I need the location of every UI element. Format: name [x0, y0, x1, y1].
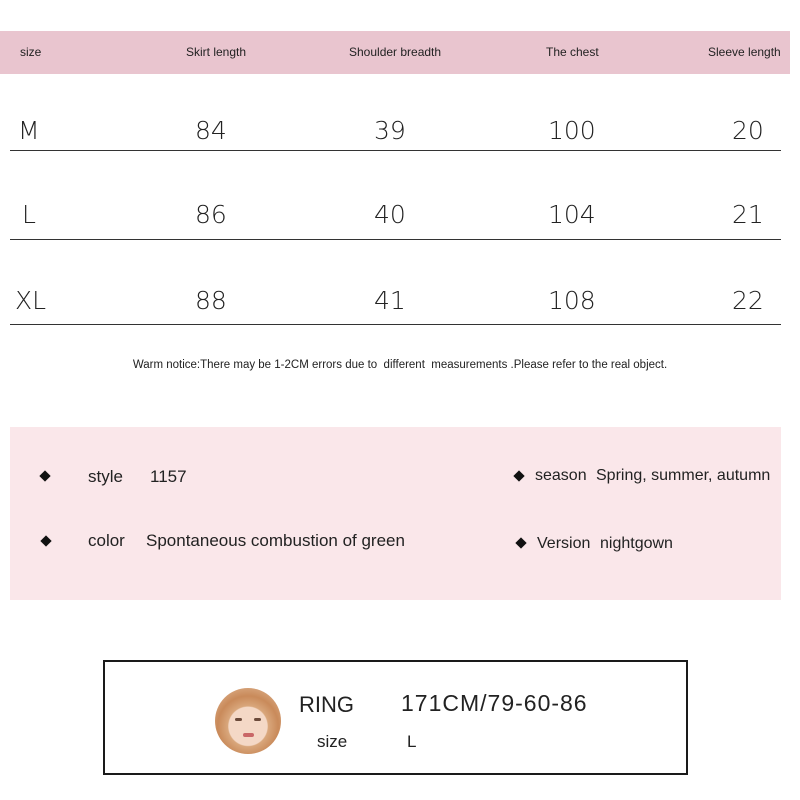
- row-sleeve-length: 22: [732, 286, 764, 315]
- season-value: Spring, summer, autumn: [596, 467, 771, 484]
- row-sleeve-length: 21: [732, 200, 764, 229]
- version-value: nightgown: [600, 535, 673, 552]
- diamond-bullet-icon: [39, 470, 50, 481]
- model-size-label: size: [317, 732, 348, 751]
- row-size: XL: [15, 286, 47, 315]
- row-skirt-length: 84: [195, 116, 227, 145]
- color-value: Spontaneous combustion of green: [146, 531, 405, 550]
- row-chest: 108: [548, 286, 596, 315]
- row-chest: 104: [548, 200, 596, 229]
- diamond-bullet-icon: [513, 470, 524, 481]
- model-info-box: [103, 660, 688, 775]
- row-size: M: [18, 116, 40, 145]
- version-label: Version: [537, 535, 591, 552]
- row-shoulder-breadth: 39: [374, 116, 406, 145]
- row-skirt-length: 86: [195, 200, 227, 229]
- style-label: style: [88, 467, 123, 486]
- header-shoulder-breadth: Shoulder breadth: [349, 45, 442, 59]
- row-sleeve-length: 20: [732, 116, 764, 145]
- row-divider: [10, 150, 781, 151]
- color-label: color: [88, 531, 125, 550]
- row-skirt-length: 88: [195, 286, 227, 315]
- diamond-bullet-icon: [40, 535, 51, 546]
- row-chest: 100: [548, 116, 596, 145]
- header-chest: The chest: [546, 45, 599, 59]
- model-measurements: 171CM/79-60-86: [401, 690, 588, 716]
- row-shoulder-breadth: 40: [374, 200, 406, 229]
- model-size-value: L: [407, 732, 417, 751]
- measurement-notice: Warm notice:There may be 1-2CM errors due to different measurements .Please refer to the real object.: [132, 359, 668, 371]
- row-size: L: [22, 200, 36, 229]
- row-divider: [10, 239, 781, 240]
- model-name: RING: [299, 692, 354, 717]
- season-label: season: [535, 467, 587, 484]
- header-skirt-length: Skirt length: [186, 45, 247, 59]
- style-value: 1157: [150, 467, 187, 486]
- product-info-panel: [10, 427, 781, 600]
- model-avatar: [215, 688, 281, 754]
- diamond-bullet-icon: [515, 537, 526, 548]
- size-table-header: [0, 31, 790, 74]
- header-sleeve-length: Sleeve length: [708, 45, 781, 59]
- row-shoulder-breadth: 41: [374, 286, 406, 315]
- row-divider: [10, 324, 781, 325]
- header-size: size: [20, 45, 42, 59]
